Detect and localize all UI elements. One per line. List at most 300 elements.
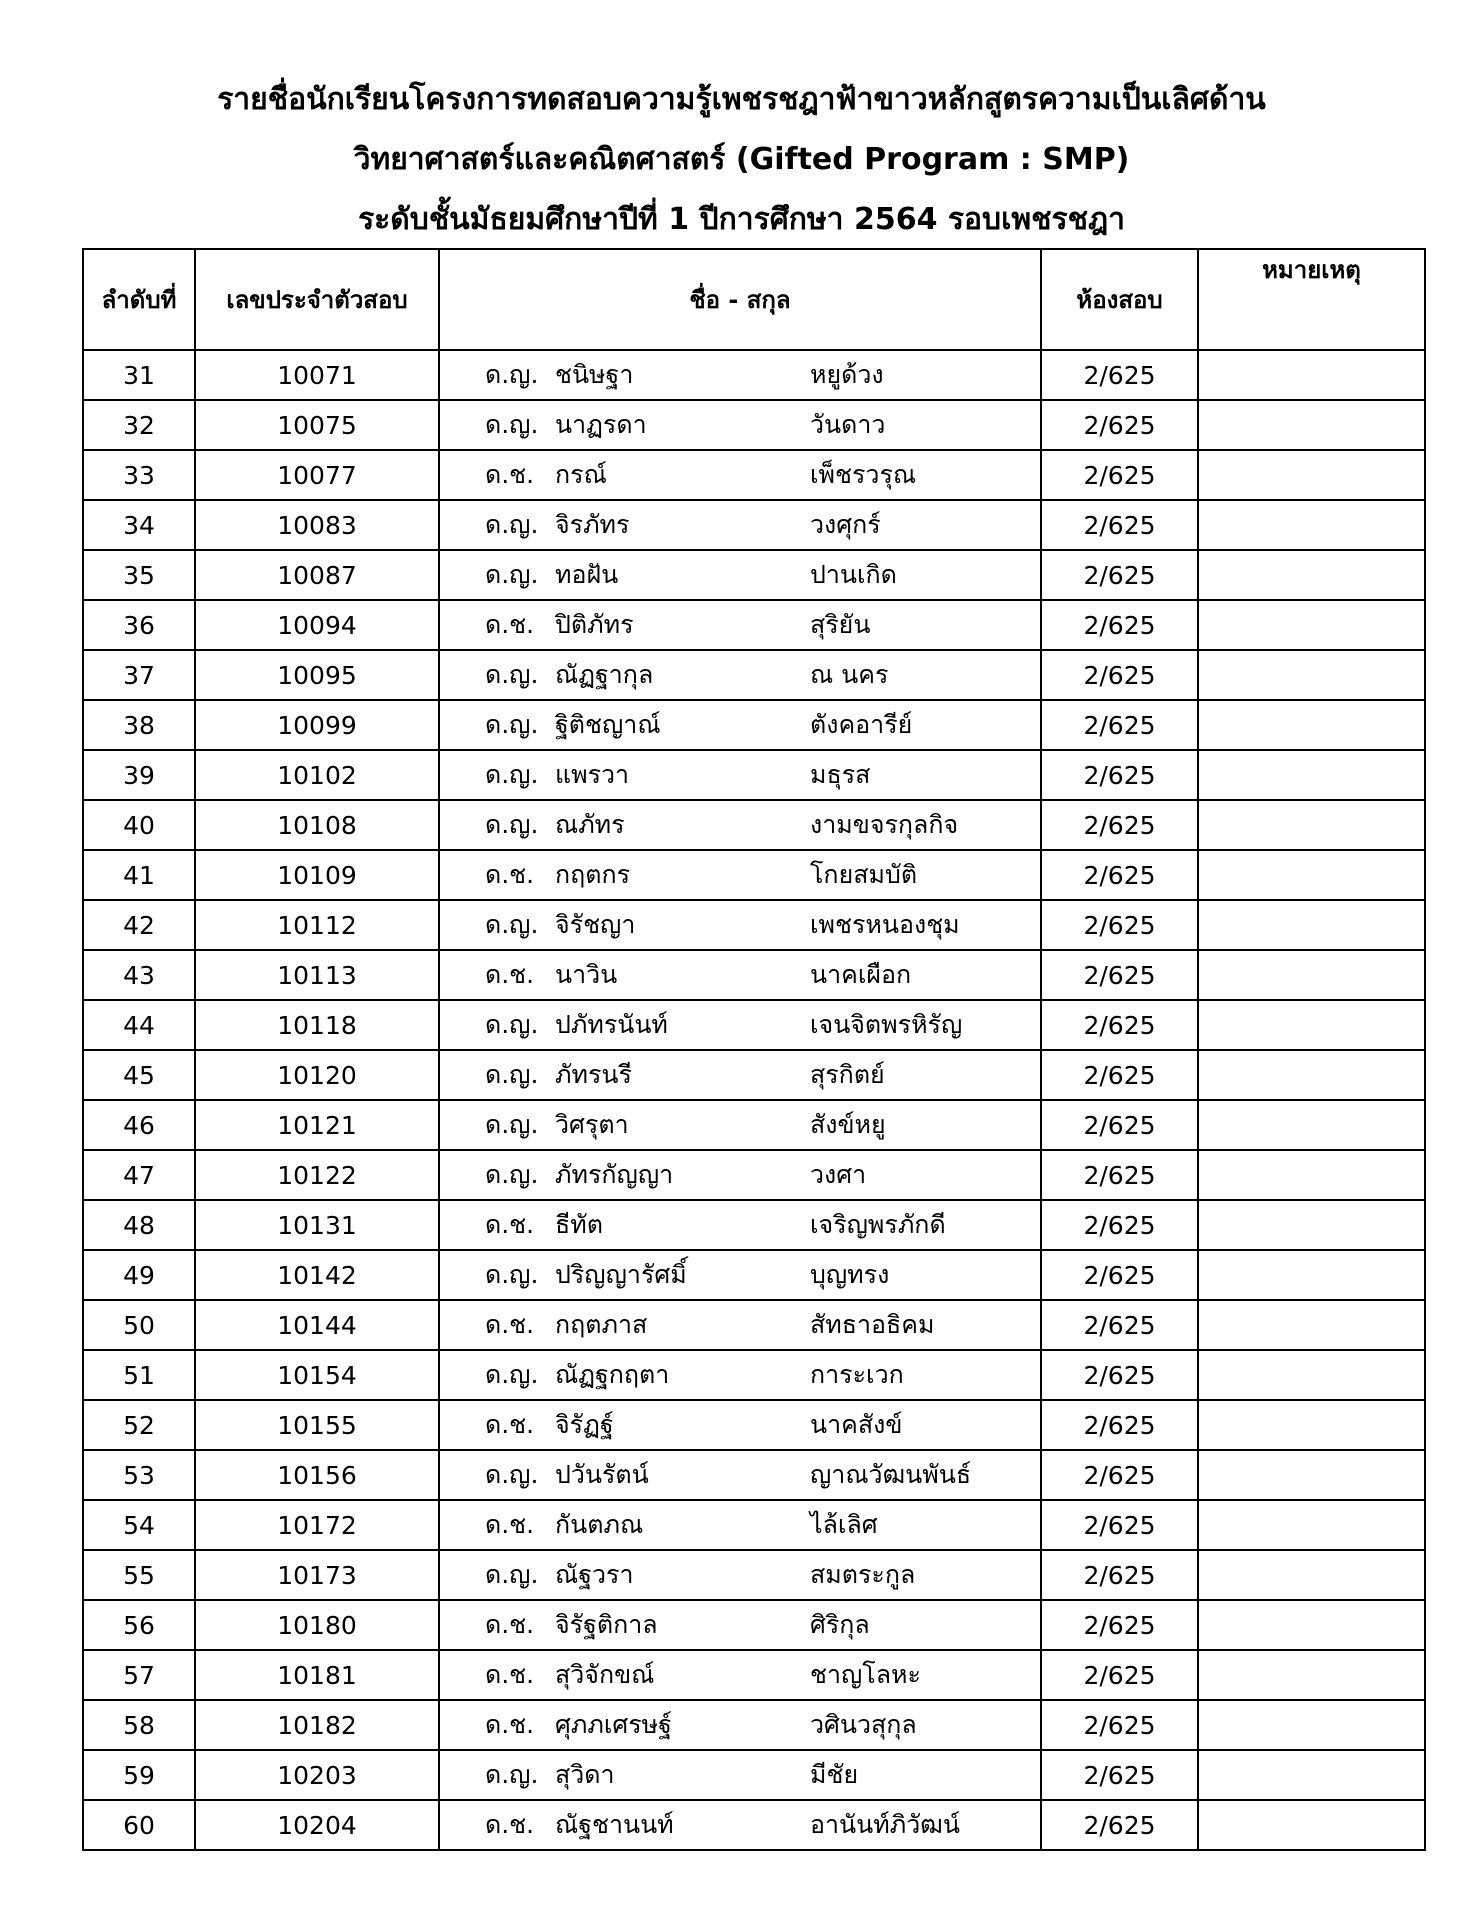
name-group xyxy=(440,1651,1040,1699)
cell-name xyxy=(439,1700,1041,1750)
table-row xyxy=(83,1750,1425,1800)
cell-name xyxy=(439,1800,1041,1850)
name-group xyxy=(440,551,1040,599)
cell-name xyxy=(439,900,1041,950)
name-prefix: ด.ญ. xyxy=(485,1260,539,1289)
cell-no: 46 xyxy=(83,1100,195,1150)
cell-exam-id: 10075 xyxy=(195,400,439,450)
first-name: ภัทรกัญญา xyxy=(555,1160,674,1189)
cell-note xyxy=(1198,1450,1425,1500)
document-title xyxy=(0,70,1483,250)
name-group xyxy=(440,1551,1040,1599)
cell-exam-id: 10182 xyxy=(195,1700,439,1750)
name-group xyxy=(440,951,1040,999)
cell-exam-id: 10122 xyxy=(195,1150,439,1200)
name-prefix: ด.ญ. xyxy=(485,410,539,439)
cell-room: 2/625 xyxy=(1041,1000,1198,1050)
name-group xyxy=(440,1001,1040,1049)
cell-exam-id: 10154 xyxy=(195,1350,439,1400)
name-prefix: ด.ญ. xyxy=(485,1110,539,1139)
cell-name xyxy=(439,1750,1041,1800)
title-line-1: รายชื่อนักเรียนโครงการทดสอบความรู้เพชรชฎาฟ้าขาวหลักสูตรความเป็นเลิศด้าน xyxy=(217,82,1266,117)
cell-no: 47 xyxy=(83,1150,195,1200)
name-group xyxy=(440,701,1040,749)
table-row xyxy=(83,1100,1425,1150)
student-roster-table xyxy=(82,248,1426,1851)
cell-exam-id: 10173 xyxy=(195,1550,439,1600)
cell-note xyxy=(1198,950,1425,1000)
header-note: หมายเหตุ xyxy=(1198,249,1425,350)
cell-exam-id: 10108 xyxy=(195,800,439,850)
last-name: งามขจรกุลกิจ xyxy=(810,810,959,839)
cell-no: 34 xyxy=(83,500,195,550)
cell-note xyxy=(1198,750,1425,800)
name-prefix: ด.ญ. xyxy=(485,1460,539,1489)
cell-no: 48 xyxy=(83,1200,195,1250)
cell-room: 2/625 xyxy=(1041,1550,1198,1600)
cell-note xyxy=(1198,1250,1425,1300)
cell-no: 53 xyxy=(83,1450,195,1500)
cell-exam-id: 10121 xyxy=(195,1100,439,1150)
cell-no: 38 xyxy=(83,700,195,750)
table-row xyxy=(83,700,1425,750)
last-name: เจนจิตพรหิรัญ xyxy=(810,1010,963,1039)
table-row xyxy=(83,750,1425,800)
cell-name xyxy=(439,550,1041,600)
cell-note xyxy=(1198,700,1425,750)
cell-name xyxy=(439,700,1041,750)
name-prefix: ด.ช. xyxy=(485,460,535,489)
cell-name xyxy=(439,450,1041,500)
cell-note xyxy=(1198,1150,1425,1200)
name-group xyxy=(440,1051,1040,1099)
last-name: โกยสมบัติ xyxy=(810,860,918,889)
name-group xyxy=(440,1751,1040,1799)
cell-room: 2/625 xyxy=(1041,600,1198,650)
first-name: ปริญญารัศมิ์ xyxy=(555,1260,687,1289)
first-name: วิศรุตา xyxy=(555,1110,629,1139)
last-name: เพชรหนองชุม xyxy=(810,910,960,939)
cell-no: 50 xyxy=(83,1300,195,1350)
cell-note xyxy=(1198,900,1425,950)
table-row xyxy=(83,1800,1425,1850)
cell-exam-id: 10102 xyxy=(195,750,439,800)
name-group xyxy=(440,1501,1040,1549)
table-row xyxy=(83,1650,1425,1700)
name-group xyxy=(440,1301,1040,1349)
table-row xyxy=(83,1300,1425,1350)
table-row xyxy=(83,1350,1425,1400)
cell-exam-id: 10156 xyxy=(195,1450,439,1500)
cell-note xyxy=(1198,350,1425,400)
name-prefix: ด.ช. xyxy=(485,1510,535,1539)
cell-no: 52 xyxy=(83,1400,195,1450)
table-row xyxy=(83,550,1425,600)
last-name: วันดาว xyxy=(810,410,886,439)
first-name: กฤตกร xyxy=(555,860,631,889)
cell-room: 2/625 xyxy=(1041,1100,1198,1150)
table-row xyxy=(83,1500,1425,1550)
cell-room: 2/625 xyxy=(1041,900,1198,950)
first-name: นาฏรดา xyxy=(555,410,647,439)
cell-room: 2/625 xyxy=(1041,550,1198,600)
last-name: มธุรส xyxy=(810,760,871,789)
table-row xyxy=(83,900,1425,950)
last-name: ศิริกุล xyxy=(810,1610,870,1639)
cell-name xyxy=(439,850,1041,900)
cell-exam-id: 10071 xyxy=(195,350,439,400)
cell-no: 31 xyxy=(83,350,195,400)
cell-name xyxy=(439,1150,1041,1200)
cell-room: 2/625 xyxy=(1041,350,1198,400)
name-group xyxy=(440,1251,1040,1299)
cell-no: 54 xyxy=(83,1500,195,1550)
name-group xyxy=(440,351,1040,399)
cell-room: 2/625 xyxy=(1041,1700,1198,1750)
name-group xyxy=(440,1601,1040,1649)
last-name: การะเวก xyxy=(810,1360,904,1389)
name-prefix: ด.ญ. xyxy=(485,1060,539,1089)
first-name: จิรัฐติกาล xyxy=(555,1610,658,1639)
name-prefix: ด.ญ. xyxy=(485,760,539,789)
cell-room: 2/625 xyxy=(1041,1500,1198,1550)
first-name: ปิติภัทร xyxy=(555,610,634,639)
cell-exam-id: 10144 xyxy=(195,1300,439,1350)
cell-note xyxy=(1198,1000,1425,1050)
cell-note xyxy=(1198,1550,1425,1600)
cell-exam-id: 10180 xyxy=(195,1600,439,1650)
first-name: แพรวา xyxy=(555,760,630,789)
name-group xyxy=(440,501,1040,549)
cell-exam-id: 10118 xyxy=(195,1000,439,1050)
cell-exam-id: 10099 xyxy=(195,700,439,750)
title-line-2: วิทยาศาสตร์และคณิตศาสตร์ (Gifted Program : SMP) xyxy=(353,142,1130,177)
cell-no: 57 xyxy=(83,1650,195,1700)
name-group xyxy=(440,1401,1040,1449)
cell-no: 59 xyxy=(83,1750,195,1800)
table-row xyxy=(83,1200,1425,1250)
table-row xyxy=(83,650,1425,700)
cell-room: 2/625 xyxy=(1041,1400,1198,1450)
cell-exam-id: 10203 xyxy=(195,1750,439,1800)
table-header xyxy=(83,249,1425,350)
cell-note xyxy=(1198,650,1425,700)
first-name: ณัฏฐกฤตา xyxy=(555,1360,670,1389)
cell-room: 2/625 xyxy=(1041,1200,1198,1250)
last-name: ไล้เลิศ xyxy=(810,1510,878,1539)
table-row xyxy=(83,950,1425,1000)
cell-note xyxy=(1198,1500,1425,1550)
table-row xyxy=(83,1550,1425,1600)
cell-exam-id: 10120 xyxy=(195,1050,439,1100)
header-exam-id: เลขประจำตัวสอบ xyxy=(195,249,439,350)
cell-room: 2/625 xyxy=(1041,800,1198,850)
name-prefix: ด.ญ. xyxy=(485,560,539,589)
cell-note xyxy=(1198,1650,1425,1700)
cell-exam-id: 10131 xyxy=(195,1200,439,1250)
cell-name xyxy=(439,1100,1041,1150)
name-prefix: ด.ญ. xyxy=(485,1360,539,1389)
name-prefix: ด.ญ. xyxy=(485,360,539,389)
table-row xyxy=(83,1700,1425,1750)
cell-no: 33 xyxy=(83,450,195,500)
cell-no: 37 xyxy=(83,650,195,700)
cell-exam-id: 10077 xyxy=(195,450,439,500)
cell-note xyxy=(1198,1400,1425,1450)
name-group xyxy=(440,801,1040,849)
cell-note xyxy=(1198,1800,1425,1850)
cell-exam-id: 10113 xyxy=(195,950,439,1000)
name-group xyxy=(440,1801,1040,1849)
first-name: สุวิดา xyxy=(555,1760,615,1789)
table-row xyxy=(83,600,1425,650)
last-name: ตังคอารีย์ xyxy=(810,710,913,739)
name-group xyxy=(440,851,1040,899)
cell-room: 2/625 xyxy=(1041,1250,1198,1300)
cell-room: 2/625 xyxy=(1041,1750,1198,1800)
name-prefix: ด.ญ. xyxy=(485,1010,539,1039)
name-prefix: ด.ญ. xyxy=(485,1560,539,1589)
cell-note xyxy=(1198,1700,1425,1750)
cell-exam-id: 10094 xyxy=(195,600,439,650)
cell-note xyxy=(1198,500,1425,550)
cell-note xyxy=(1198,550,1425,600)
cell-note xyxy=(1198,1050,1425,1100)
last-name: เจริญพรภักดี xyxy=(810,1210,946,1239)
cell-name xyxy=(439,1000,1041,1050)
cell-note xyxy=(1198,800,1425,850)
last-name: ชาญโลหะ xyxy=(810,1660,921,1689)
first-name: สุวิจักขณ์ xyxy=(555,1660,655,1689)
cell-no: 60 xyxy=(83,1800,195,1850)
table-row xyxy=(83,1000,1425,1050)
cell-room: 2/625 xyxy=(1041,850,1198,900)
cell-note xyxy=(1198,1300,1425,1350)
last-name: อานันท์ภิวัฒน์ xyxy=(810,1810,960,1839)
table-row xyxy=(83,850,1425,900)
last-name: ณ นคร xyxy=(810,660,889,689)
name-prefix: ด.ช. xyxy=(485,960,535,989)
name-prefix: ด.ช. xyxy=(485,1610,535,1639)
cell-no: 44 xyxy=(83,1000,195,1050)
last-name: มีชัย xyxy=(810,1760,859,1789)
first-name: ปภัทรนันท์ xyxy=(555,1010,668,1039)
cell-exam-id: 10087 xyxy=(195,550,439,600)
cell-no: 41 xyxy=(83,850,195,900)
cell-room: 2/625 xyxy=(1041,1150,1198,1200)
table-row xyxy=(83,800,1425,850)
table-body xyxy=(83,350,1425,1850)
cell-note xyxy=(1198,1200,1425,1250)
cell-name xyxy=(439,1650,1041,1700)
name-prefix: ด.ญ. xyxy=(485,810,539,839)
header-room: ห้องสอบ xyxy=(1041,249,1198,350)
cell-no: 39 xyxy=(83,750,195,800)
first-name: จิรัฏฐ์ xyxy=(555,1410,614,1439)
name-group xyxy=(440,1101,1040,1149)
cell-name xyxy=(439,1450,1041,1500)
first-name: จิรัชญา xyxy=(555,910,636,939)
name-prefix: ด.ญ. xyxy=(485,1160,539,1189)
cell-name xyxy=(439,1500,1041,1550)
cell-no: 51 xyxy=(83,1350,195,1400)
last-name: วงศุกร์ xyxy=(810,510,881,539)
header-no: ลำดับที่ xyxy=(83,249,195,350)
name-prefix: ด.ญ. xyxy=(485,660,539,689)
cell-name xyxy=(439,650,1041,700)
table-row xyxy=(83,1400,1425,1450)
cell-no: 36 xyxy=(83,600,195,650)
cell-note xyxy=(1198,850,1425,900)
header-name: ชื่อ - สกุล xyxy=(439,249,1041,350)
cell-name xyxy=(439,1250,1041,1300)
cell-exam-id: 10095 xyxy=(195,650,439,700)
cell-no: 40 xyxy=(83,800,195,850)
name-group xyxy=(440,401,1040,449)
name-prefix: ด.ช. xyxy=(485,1710,535,1739)
cell-note xyxy=(1198,1750,1425,1800)
cell-exam-id: 10155 xyxy=(195,1400,439,1450)
table-row xyxy=(83,350,1425,400)
last-name: สังข์หยู xyxy=(810,1110,886,1139)
table-row xyxy=(83,1150,1425,1200)
last-name: นาคเผือก xyxy=(810,960,912,989)
cell-exam-id: 10083 xyxy=(195,500,439,550)
name-group xyxy=(440,751,1040,799)
cell-room: 2/625 xyxy=(1041,500,1198,550)
last-name: เพ็ชรวรุณ xyxy=(810,460,917,489)
name-prefix: ด.ญ. xyxy=(485,710,539,739)
name-prefix: ด.ช. xyxy=(485,1410,535,1439)
table-row xyxy=(83,400,1425,450)
name-group xyxy=(440,1201,1040,1249)
name-prefix: ด.ช. xyxy=(485,860,535,889)
cell-room: 2/625 xyxy=(1041,700,1198,750)
first-name: ชนิษฐา xyxy=(555,360,634,389)
cell-room: 2/625 xyxy=(1041,1600,1198,1650)
name-prefix: ด.ช. xyxy=(485,1310,535,1339)
cell-no: 32 xyxy=(83,400,195,450)
header-row xyxy=(83,249,1425,350)
cell-room: 2/625 xyxy=(1041,750,1198,800)
name-prefix: ด.ช. xyxy=(485,610,535,639)
name-prefix: ด.ญ. xyxy=(485,910,539,939)
cell-exam-id: 10142 xyxy=(195,1250,439,1300)
cell-name xyxy=(439,400,1041,450)
table-row xyxy=(83,1600,1425,1650)
name-group xyxy=(440,1701,1040,1749)
first-name: ปวันรัตน์ xyxy=(555,1460,649,1489)
name-prefix: ด.ญ. xyxy=(485,1760,539,1789)
cell-exam-id: 10204 xyxy=(195,1800,439,1850)
cell-note xyxy=(1198,450,1425,500)
first-name: ฐิติชญาณ์ xyxy=(555,710,661,739)
last-name: ปานเกิด xyxy=(810,560,897,589)
cell-no: 55 xyxy=(83,1550,195,1600)
table-row xyxy=(83,1450,1425,1500)
name-prefix: ด.ช. xyxy=(485,1210,535,1239)
cell-name xyxy=(439,1200,1041,1250)
cell-note xyxy=(1198,600,1425,650)
table-row xyxy=(83,1250,1425,1300)
last-name: บุญทรง xyxy=(810,1260,890,1289)
first-name: ณัฏฐากุล xyxy=(555,660,654,689)
cell-no: 58 xyxy=(83,1700,195,1750)
last-name: นาคสังข์ xyxy=(810,1410,903,1439)
cell-room: 2/625 xyxy=(1041,1800,1198,1850)
first-name: ณัฐชานนท์ xyxy=(555,1810,674,1839)
first-name: กันตภณ xyxy=(555,1510,644,1539)
cell-name xyxy=(439,1600,1041,1650)
cell-note xyxy=(1198,1350,1425,1400)
first-name: จิรภัทร xyxy=(555,510,630,539)
cell-name xyxy=(439,1550,1041,1600)
cell-no: 35 xyxy=(83,550,195,600)
name-prefix: ด.ช. xyxy=(485,1810,535,1839)
cell-room: 2/625 xyxy=(1041,1450,1198,1500)
first-name: ศุภภเศรษฐ์ xyxy=(555,1710,672,1739)
cell-room: 2/625 xyxy=(1041,1300,1198,1350)
cell-name xyxy=(439,350,1041,400)
name-group xyxy=(440,901,1040,949)
name-group xyxy=(440,651,1040,699)
first-name: กรณ์ xyxy=(555,460,607,489)
cell-name xyxy=(439,950,1041,1000)
cell-note xyxy=(1198,1100,1425,1150)
cell-name xyxy=(439,500,1041,550)
name-group xyxy=(440,451,1040,499)
table-row xyxy=(83,1050,1425,1100)
cell-no: 42 xyxy=(83,900,195,950)
first-name: ภัทรนรี xyxy=(555,1060,632,1089)
cell-no: 56 xyxy=(83,1600,195,1650)
cell-name xyxy=(439,1350,1041,1400)
cell-exam-id: 10112 xyxy=(195,900,439,950)
cell-no: 49 xyxy=(83,1250,195,1300)
cell-note xyxy=(1198,400,1425,450)
name-group xyxy=(440,601,1040,649)
cell-exam-id: 10172 xyxy=(195,1500,439,1550)
cell-room: 2/625 xyxy=(1041,400,1198,450)
name-prefix: ด.ช. xyxy=(485,1660,535,1689)
cell-name xyxy=(439,1300,1041,1350)
cell-note xyxy=(1198,1600,1425,1650)
table-row xyxy=(83,450,1425,500)
cell-name xyxy=(439,750,1041,800)
first-name: ทอฝัน xyxy=(555,560,619,589)
last-name: ญาณวัฒนพันธ์ xyxy=(810,1460,972,1489)
last-name: สุรกิตย์ xyxy=(810,1060,885,1089)
name-prefix: ด.ญ. xyxy=(485,510,539,539)
cell-name xyxy=(439,800,1041,850)
last-name: วศินวสุกุล xyxy=(810,1710,917,1739)
cell-name xyxy=(439,600,1041,650)
first-name: กฤตภาส xyxy=(555,1310,648,1339)
last-name: หยูด้วง xyxy=(810,360,884,389)
title-line-3: ระดับชั้นมัธยมศึกษาปีที่ 1 ปีการศึกษา 2564 รอบเพชรชฎา xyxy=(358,202,1125,237)
first-name: ณัฐวรา xyxy=(555,1560,634,1589)
cell-room: 2/625 xyxy=(1041,1050,1198,1100)
cell-no: 43 xyxy=(83,950,195,1000)
last-name: สมตระกูล xyxy=(810,1560,916,1589)
last-name: วงศา xyxy=(810,1160,867,1189)
name-group xyxy=(440,1351,1040,1399)
cell-room: 2/625 xyxy=(1041,1650,1198,1700)
cell-no: 45 xyxy=(83,1050,195,1100)
name-group xyxy=(440,1451,1040,1499)
cell-name xyxy=(439,1050,1041,1100)
cell-room: 2/625 xyxy=(1041,650,1198,700)
